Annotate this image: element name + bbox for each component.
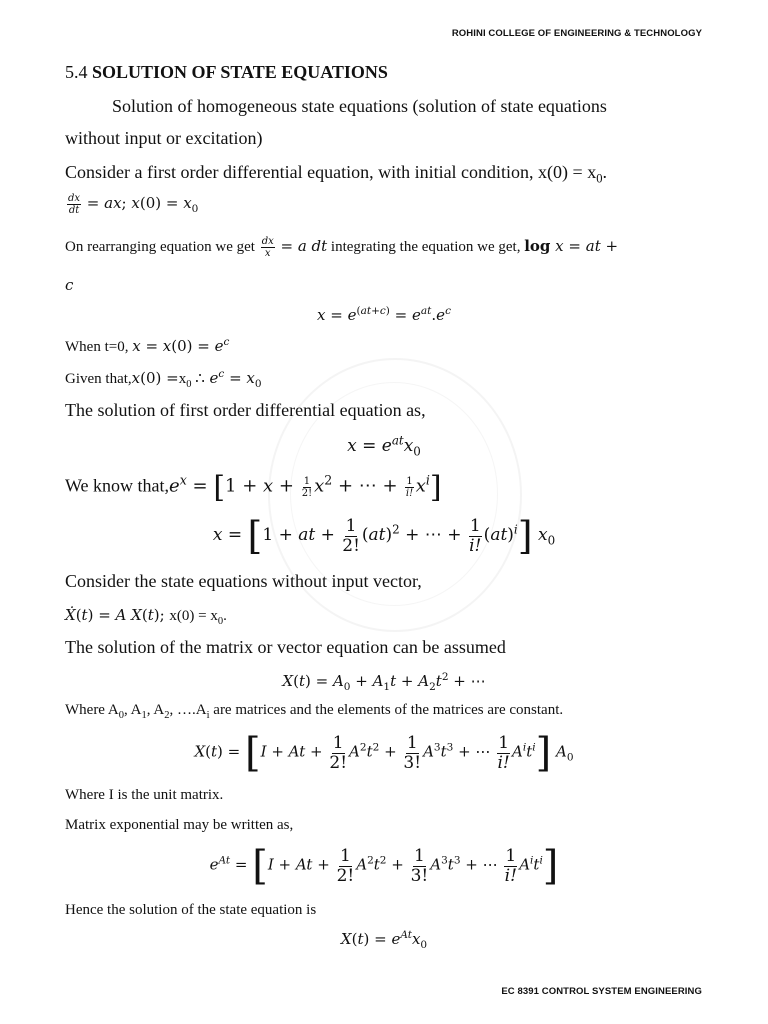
matrix-exponential-line: Matrix exponential may be written as, xyxy=(65,817,294,833)
page-footer: EC 8391 CONTROL SYSTEM ENGINEERING xyxy=(501,986,702,997)
unit-matrix-line: Where I is the unit matrix. xyxy=(65,787,224,803)
equation-x-series: x = [1 + at + $\frac{1}{2!}$ (at)$^2$ + ⋯ + $\frac{1}{i!}$ (at)$^i$] $x_0$ xyxy=(212,514,556,558)
intro-line-2: without input or excitation) xyxy=(65,128,263,148)
section-title: SOLUTION OF STATE EQUATIONS xyxy=(92,62,388,82)
solution-first-order: The solution of first order differential equation as, xyxy=(65,400,426,420)
matrix-assumed-line: The solution of the matrix or vector equation can be assumed xyxy=(65,637,506,657)
rearranging-line: On rearranging equation we get $\frac{dx}{x}$ = a dt integrating the equation we get, log x = at + xyxy=(65,236,619,259)
equation-matrix-exponential: $e^{At} = [I + At$ + $\frac{1}{2!}$ $A^2t^2$ + $\frac{1}{3!}$ $A^3t^3$ + ⋯ $\frac{1}{i!}$ $A^it^i$] xyxy=(209,843,559,889)
equation-final-solution: $X(t) = e^{At}x_0$ xyxy=(340,929,428,951)
first-order-sentence: Consider a first order differential equation, with initial condition, $x(0) = x_0$. xyxy=(65,162,607,186)
intro-line-1: Solution of homogeneous state equations (solution of state equations xyxy=(112,96,607,116)
equation-X-matrix-series: X(t) = [I + At + $\frac{1}{2!}$ $A^2t^2$ + $\frac{1}{3!}$ $A^3t^3$ + ⋯ $\frac{1}{i!}$ $A^it^i$] $A_0$ xyxy=(194,730,574,776)
exp-series-line: We know $that,e^x = [1 + x$ + $\frac{1}{2!}$ $x^2$ + ⋯ + $\frac{1}{i!}$ $x^i$] xyxy=(65,470,442,505)
state-equation: Ẋ(t) = A X(t); $x(0) = x_0$. xyxy=(65,606,227,627)
equation-x-eat: $x = e^{at}x_0$ xyxy=(347,433,421,459)
section-heading xyxy=(65,62,388,83)
given-line: Given that,x(0) $=x_0$ ∴ $e^c = x_0$ xyxy=(65,368,262,390)
equation-dxdt: $\frac{dx}{dt}$ = ax; $x(0) = x_0$ xyxy=(68,193,199,216)
hence-line: Hence the solution of the state equation is xyxy=(65,902,317,918)
equation-X-power-series: $X(t) = A_0 + A_1t + A_2t^2$ + ⋯ xyxy=(282,671,486,693)
when-t0-line: When t=0, $x = x(0) = e^c$ xyxy=(65,336,230,355)
equation-exp-c: $x = e^{(at+c)} = e^{at}.e^c$ xyxy=(317,305,451,324)
page-header: ROHINI COLLEGE OF ENGINEERING & TECHNOLOGY xyxy=(451,28,702,39)
section-number: 5.4 xyxy=(65,62,88,82)
consider-state-line: Consider the state equations without input vector, xyxy=(65,571,422,591)
constant-c: c xyxy=(65,276,74,294)
where-matrices-line: Where $A_0$, $A_1$, $A_2$, $\dots.A_i$ are matrices and the elements of the matrices are constant. xyxy=(65,702,564,721)
